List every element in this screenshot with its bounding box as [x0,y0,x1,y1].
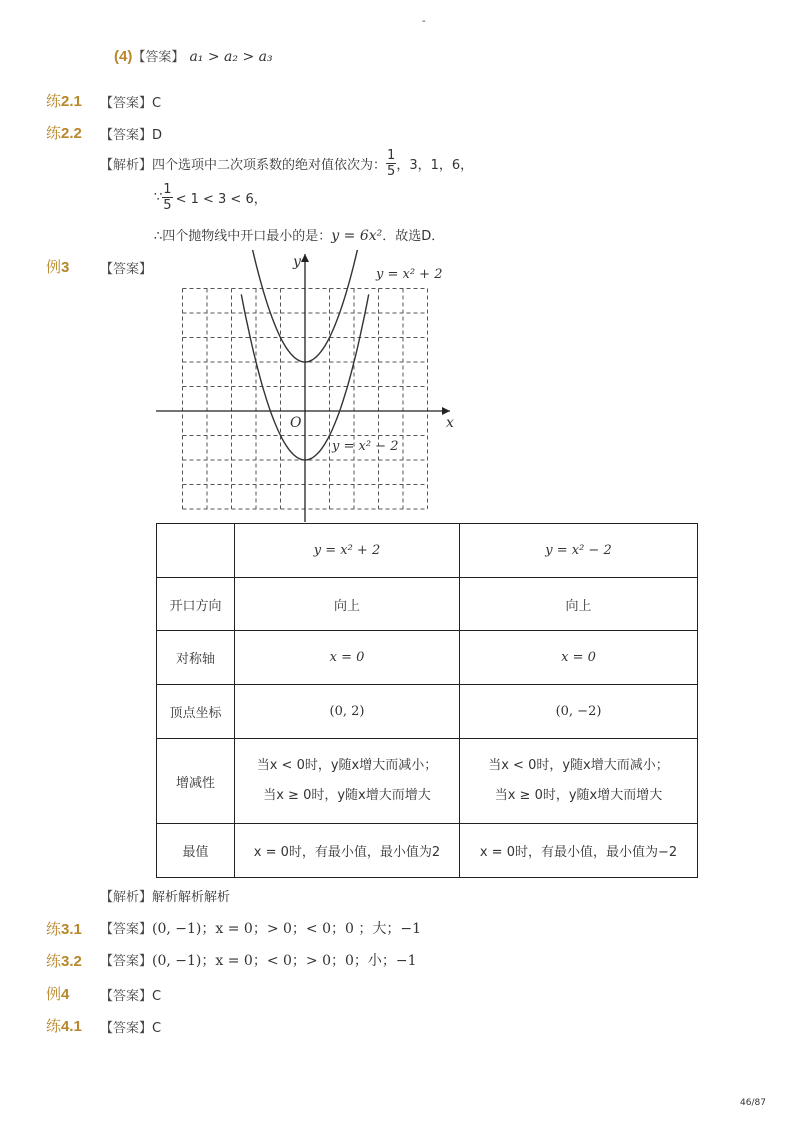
analysis-tag: 【解析】 [100,890,153,905]
answer-tag: 【答案】 [100,989,153,1004]
practice-label: 练 [46,125,62,142]
cell: 向上 [460,578,698,631]
x-axis-arrow [442,407,450,415]
answer-value: (0, −1)；x = 0；< 0；> 0；0；小；−1 [152,953,417,969]
practice-3-1 [46,918,82,939]
top-mark: - [422,16,426,27]
practice-2-2-answer [100,124,162,143]
analysis-2-2-line3 [154,225,444,244]
fraction [162,182,172,213]
example-3-answer-tag: 【答案】 [100,262,153,277]
example-number: 4 [61,986,70,1003]
practice-4-1 [46,1015,82,1036]
practice-label: 练 [46,1018,62,1035]
answer-tag: 【答案】 [100,96,153,111]
practice-2-1-answer [100,92,161,111]
curve2-label: y = x² − 2 [332,439,399,454]
example-4 [46,983,69,1004]
row-head: 顶点坐标 [157,685,235,739]
practice-3-2-answer [100,950,417,970]
table-row [157,631,698,685]
practice-3-1-answer [100,918,421,938]
analysis-text: 四个选项中二次项系数的绝对值依次为： [152,158,387,173]
practice-number: 2.2 [61,125,82,142]
fraction-numerator: 1 [387,148,396,163]
row-head: 开口方向 [157,578,235,631]
inequality-text: < 1 < 3 < 6， [175,192,267,207]
row-head: 对称轴 [157,631,235,685]
practice-4-1-answer [100,1017,161,1036]
table-row [157,824,698,878]
practice-number: 3.2 [61,953,82,970]
row-head: 最值 [157,824,235,878]
x-axis-label: x [446,415,454,431]
cell [235,739,460,824]
table-row [157,739,698,824]
parabola-graph [150,250,470,525]
cell-line: 当x < 0时，y随x增大而减小； [488,758,669,773]
example-number: 3 [61,259,70,276]
conclusion-text: ∴四个抛物线中开口最小的是： [154,229,332,244]
table-header-col2: y = x² − 2 [460,524,698,578]
analysis-2-2-line2 [154,182,267,213]
q4-label: (4) [114,48,133,65]
conclusion-math: y = 6x² [331,228,383,244]
row-head: 增减性 [157,739,235,824]
fraction-numerator: 1 [163,182,172,197]
cell-line: 当x < 0时，y随x增大而减小； [256,758,438,773]
analysis-text-rest: ，3，1，6， [396,158,474,173]
answer-tag: 【答案】 [100,922,153,937]
curve1-label: y = x² + 2 [376,267,443,282]
table-corner [157,524,235,578]
example-3 [46,256,69,277]
analysis-tag: 【解析】 [100,158,153,173]
answer-tag: 【答案】 [100,1021,153,1036]
fraction-denominator: 5 [163,198,172,213]
cell-line: 当x ≥ 0时，y随x增大而增大 [263,788,431,803]
cell: x = 0 [235,631,460,685]
q4-answer: a₁ > a₂ > a₃ [189,49,273,65]
example-4-answer [100,985,161,1004]
practice-label: 练 [46,953,62,970]
cell-line: 当x ≥ 0时，y随x增大而增大 [494,788,663,803]
answer-tag: 【答案】 [100,128,153,143]
practice-label: 练 [46,93,62,110]
practice-number: 2.1 [61,93,82,110]
practice-2-1 [46,90,82,111]
example-3-analysis [100,886,230,905]
answer-value: D [152,128,163,143]
conclusion-tail: ．故选D． [382,229,445,244]
practice-number: 4.1 [61,1018,82,1035]
table-header-col1: y = x² + 2 [235,524,460,578]
cell [460,739,698,824]
table-row [157,578,698,631]
y-axis-label: y [293,254,301,270]
example-label: 例 [46,986,62,1003]
analysis-text: 解析解析解析 [152,890,231,905]
answer-value: (0, −1)；x = 0；> 0；< 0；0 ；大；−1 [152,921,421,937]
page-number: 46/87 [740,1098,766,1108]
answer-value: C [152,96,162,111]
cell: x = 0时，有最小值，最小值为2 [235,824,460,878]
graph-axes [156,254,450,522]
cell: x = 0 [460,631,698,685]
answer-tag: 【答案】 [100,954,153,969]
answer-value: C [152,1021,162,1036]
q4-line [114,46,273,65]
practice-3-2 [46,950,82,971]
answer-value: C [152,989,162,1004]
cell: 向上 [235,578,460,631]
origin-label: O [290,415,302,431]
cell: x = 0时，有最小值，最小值为−2 [460,824,698,878]
y-axis-arrow [301,254,309,262]
practice-number: 3.1 [61,921,82,938]
cell: (0, −2) [460,685,698,739]
cell: (0, 2) [235,685,460,739]
table-row [157,685,698,739]
because-symbol: ∵ [154,190,163,205]
comparison-table [156,523,698,878]
fraction [386,148,396,179]
example-label: 例 [46,259,62,276]
analysis-2-2-line1 [100,148,473,179]
q4-tag: 【答案】 [132,50,185,65]
fraction-denominator: 5 [387,164,396,179]
practice-2-2 [46,122,82,143]
practice-label: 练 [46,921,62,938]
